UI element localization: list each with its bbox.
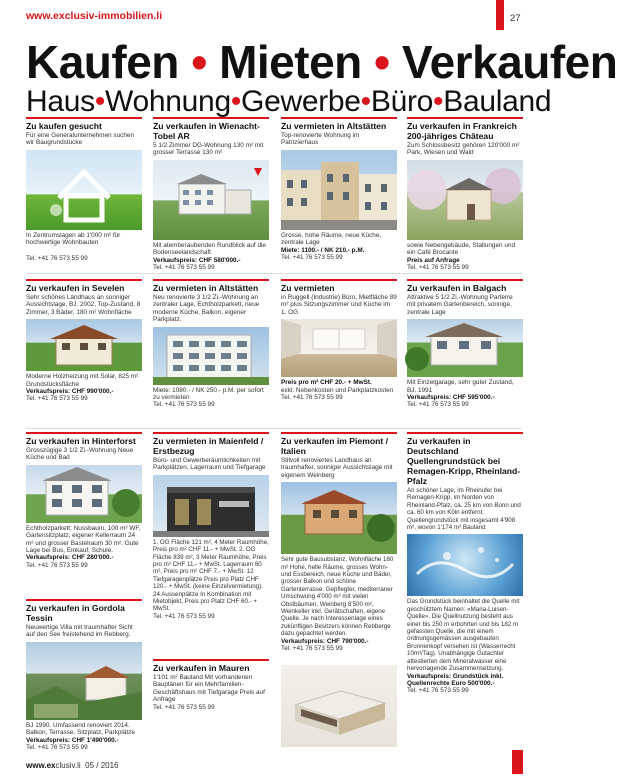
listing-title: Zu vermieten in Altstätten <box>281 117 397 131</box>
listing-phone[interactable]: Tel. +41 76 573 55 99 <box>26 744 88 752</box>
top-bar <box>0 0 550 30</box>
listing-info: sowie Nebengebäude, Stallungen und ein Café Brocante <box>407 241 516 257</box>
bottom-bar <box>0 750 550 778</box>
subline-word: Gewerbe <box>241 85 361 118</box>
subline-word: Bauland <box>443 85 552 118</box>
subline-separator: • <box>433 85 444 118</box>
old-town-photo <box>281 150 397 230</box>
listing-photo <box>26 465 142 523</box>
listing-photo <box>153 327 269 385</box>
headline-word-verkaufen: Verkaufen <box>401 36 617 88</box>
subline-word: Wohnung <box>105 85 231 118</box>
listing-card[interactable] <box>153 659 269 711</box>
listing-photo <box>281 319 397 377</box>
listing-title: Zu verkaufen in Balgach <box>407 279 523 293</box>
listing-photo <box>26 150 142 230</box>
listing-card[interactable] <box>407 117 523 271</box>
headline-word-mieten: Mieten <box>219 36 362 88</box>
footer-site-a: www.ex <box>26 761 56 770</box>
site-url[interactable]: www.exclusiv-immobilien.li <box>26 10 163 22</box>
country-house-photo <box>26 319 142 371</box>
listing-price: Verkaufspreis: CHF 280'000.- <box>26 554 114 562</box>
listing-info: BJ 1990. Umfassend renoviert 2014. Balkon, Terrasse, Sitzplatz, Parkplätze <box>26 721 135 737</box>
footer-site-b: clusiv.li <box>55 761 81 770</box>
page-number: 27 <box>510 13 521 24</box>
headline-separator: • <box>191 36 207 88</box>
subline-word: Haus <box>26 85 95 118</box>
listing-info: Das Grundstück beinhaltet die Quelle mit geschütztem Namen: «Maria-Luisen-Quelle». Die Quellnutzung besteht aus einer bis 250 m erbohrten und bis 182 m gefassten Quelle, die mit einem ordnungsgemässen ausgebauten Brunnenkopf versehen ist (Wasserrecht 10m³/Tag). Unabhängige Gutachter attestierten dem Mineralwasser eine hervorragende Zusammensetzung. <box>407 598 520 673</box>
listing-info: 1. OG Fläche 121 m², 4 Meter Raumhöhe, Preis pro m² CHF 11.- + MwSt. 2. OG Fläche 839 m², 3 Meter Raumhöhe, Preis pro m² CHF 11.- + MwSt. Lagerraum 60 m², Preis pro m² CHF 7.- + MwSt. 12 Tiefgaragenplätze Preis pro Platz CHF 120.- + MwSt. (keine Einzelvermietung). 24 Aussenplätze In Kombination mit Mietobjekt, Preis pro Platz CHF 60.- + MwSt. <box>153 538 269 613</box>
listing-card[interactable] <box>26 279 142 403</box>
listing-title: Zu vermieten in Maienfeld / Erstbezug <box>153 432 269 456</box>
listing-description: An schöner Lage, im Rheinufer bei Remagen-Kripp, im Norden von Rheinland-Pfalz, ca. 25 km von Bonn und ca. 60 km von Köln entfernt. Quellengrundstück mit insgesamt 4'908 m², wovon 1'174 m² Bauland <box>407 487 521 532</box>
building-model-photo <box>281 665 397 747</box>
listing-phone[interactable]: Tel. +41 76 573 55 99 <box>26 561 88 569</box>
listing-description: Neu renovierte 3 1/2 Zi.-Wohnung an zentraler Lage, Echtholzparkett, neue moderne Küche, Balkon, eigener Parkplatz. <box>153 294 260 324</box>
listing-title: Zu verkaufen in Hinterforst <box>26 432 142 446</box>
listing-phone[interactable]: Tel. +41 76 573 55 99 <box>26 254 88 262</box>
country-estate-photo <box>281 482 397 554</box>
listing-info: exkl. Nebenkosten und Parkplatzkosten <box>281 386 394 394</box>
red-accent-block <box>496 0 504 30</box>
subline <box>26 86 551 118</box>
listing-card[interactable] <box>153 432 269 620</box>
listing-description: Für eine Generalunternehmen suchen wir Baugrundstücke <box>26 132 134 147</box>
listing-card-image <box>281 662 397 747</box>
subline-separator: • <box>360 85 371 118</box>
footer <box>26 761 119 770</box>
house-outline-icon <box>26 150 142 230</box>
listing-info: In Zentrumslagen ab 1'000 m² für hochwertige Wohnbauten <box>26 231 121 247</box>
listing-phone[interactable]: Tel. +41 76 573 55 99 <box>26 395 88 403</box>
listing-title: Zu verkaufen in Sevelen <box>26 279 142 293</box>
listing-title: Zu verkaufen in Mauren <box>153 659 269 673</box>
listing-photo <box>281 150 397 230</box>
headline <box>26 38 617 86</box>
listing-description: 1'101 m² Bauland Mit vorhandenen Bauplänen für ein Mehrfamilien-Geschäftshaus mit Tiefgarage Preis auf Anfrage <box>153 674 265 704</box>
listing-title: Zu verkaufen in Gordola Tessin <box>26 599 142 623</box>
headline-separator: • <box>374 36 390 88</box>
listing-price: Preis auf Anfrage <box>407 256 460 264</box>
listing-phone[interactable]: Tel. +41 76 573 55 99 <box>407 264 469 272</box>
listing-card[interactable] <box>281 117 397 261</box>
residential-house-photo <box>407 319 523 377</box>
listing-description: Büro- und Gewerberäumlichkeiten mit Parkplätzen, Lagerraum und Tiefgarage <box>153 457 266 472</box>
listing-price: Verkaufspreis: CHF 790'000.- <box>281 637 369 645</box>
listing-photo <box>407 534 523 596</box>
listing-card[interactable] <box>26 117 142 262</box>
listing-description: 5 1/2 Zimmer DG-Wohnung 130 m² mit grosser Terrasse 130 m² <box>153 142 264 157</box>
listing-price: Verkaufspreis: CHF 595'000.- <box>407 394 495 402</box>
listing-title: Zu verkaufen in Deutschland Quellengrundstück bei Remagen-Kripp, Rheinland-Pfalz <box>407 432 523 486</box>
listing-photo <box>407 319 523 377</box>
subline-separator: • <box>230 85 242 118</box>
headline-word-kaufen: Kaufen <box>26 36 179 88</box>
listing-phone[interactable]: Tel. +41 76 573 55 99 <box>407 401 469 409</box>
listing-phone[interactable]: Tel. +41 76 573 55 99 <box>153 401 215 409</box>
listing-phone[interactable]: Tel. +41 76 573 55 99 <box>407 687 469 695</box>
listing-info: Miete: 1080.- / NK 250.- p.M. per sofort zu vermieten <box>153 386 264 402</box>
listing-title: Zu verkaufen in Frankreich 200-jähriges Château <box>407 117 523 141</box>
listing-description: Zum Schlossbesitz gehören 120'000 m² Park, Wiesen und Wald <box>407 142 520 157</box>
listing-info: Grosse, hohe Räume, neue Küche, zentrale Lage <box>281 231 382 247</box>
row-divider <box>26 273 522 274</box>
commercial-building-photo <box>153 475 269 537</box>
listing-phone[interactable]: Tel. +41 76 573 55 99 <box>281 254 343 262</box>
red-accent-block <box>512 750 523 774</box>
listing-info: Mit Einzelgarage, sehr guter Zustand, BJ. 1991 <box>407 379 514 394</box>
listing-description: Sehr schönes Landhaus an sonniger Aussichtslage, BJ. 2002, Top-Zustand, 8 Zimmer, 3 Bäder, 180 m² Wohnfläche <box>26 294 141 316</box>
listing-card[interactable] <box>281 279 397 401</box>
row-divider <box>26 428 522 429</box>
listing-price: Verkaufspreis: Grundstück inkl. Quellenrechte Euro 500'000.- <box>407 672 504 687</box>
listing-phone[interactable]: Tel. +41 76 573 55 99 <box>153 264 215 272</box>
chateau-photo <box>407 160 523 240</box>
house-photo <box>26 465 142 523</box>
listing-card[interactable] <box>407 279 523 409</box>
listing-price: Verkaufspreis: CHF 580'000.- <box>153 256 241 264</box>
listing-info: Mit atemberaubenden Rundblick auf die Bodenseelandschaft <box>153 241 266 257</box>
listing-phone[interactable]: Tel. +41 76 573 55 99 <box>281 645 343 653</box>
listing-photo <box>153 160 269 240</box>
listing-description: in Ruggell (Industrie) Büro, Mietfläche 89 m² plus Sitzungszimmer und Küche im 1. OG <box>281 294 397 316</box>
listing-phone[interactable]: Tel. +41 76 573 55 99 <box>281 394 343 402</box>
subline-separator: • <box>94 85 106 118</box>
apartment-building-photo <box>153 327 269 385</box>
listing-description: Top-renovierte Wohnung im Patrizierhaus <box>281 132 360 147</box>
building-photo <box>153 160 269 240</box>
listing-price: Miete: 1100.- / NK 210.- p.M. <box>281 246 365 254</box>
listing-photo <box>281 665 397 747</box>
listing-price: Preis pro m² CHF 20.- + MwSt. <box>281 379 372 387</box>
listing-description: Attraktive 5 1/2 Zi.-Wohnung Parterre mit privatem Gartenbereich, sonnige, zentrale Lage <box>407 294 513 316</box>
listing-info: Moderne Holzheizung mit Solar, 825 m² Grundstücksfläche <box>26 373 139 388</box>
listing-photo <box>281 482 397 554</box>
listing-title: Zu verkaufen im Piemont / Italien <box>281 432 397 456</box>
listing-photo <box>26 642 142 720</box>
listing-card[interactable] <box>153 117 269 271</box>
listing-photo <box>26 319 142 371</box>
listing-info: Echtholzparkett: Nussbaum, 100 m² WF, Gartensitzplatz, eigener Kellerraum 24 m² und grosser Bastelraum 30 m². Gute Lage bei Bus, Einkauf, Schule. <box>26 524 141 555</box>
listing-photo <box>407 160 523 240</box>
listing-title: Zu verkaufen in Wienacht-Tobel AR <box>153 117 269 141</box>
listing-card[interactable] <box>26 432 142 569</box>
listing-card[interactable] <box>153 279 269 409</box>
water-splash-photo <box>407 534 523 596</box>
listing-photo <box>153 475 269 537</box>
listing-title: Zu vermieten in Altstätten <box>153 279 269 293</box>
listing-price: Verkaufspreis: CHF 1'490'000.- <box>26 736 119 744</box>
listing-description: Stilvoll renoviertes Landhaus an traumhafter, sonniger Aussichtslage mit eigenem Weinberg <box>281 457 393 479</box>
villa-photo <box>26 642 142 720</box>
listing-card[interactable] <box>26 599 142 751</box>
issue-number: 05 / 2016 <box>85 761 119 770</box>
listing-info: Sehr gute Bausubstanz, Wohnfläche 180 m² Hohe, helle Räume, grosses Wohn- und Essbereich, neue Küche und Bäder, grosser Balkon und schöne Gartenterrasse. Gepflegter, mediterraner Umschwung 4'000 m² mit vielen Obstbäumen, Weinberg 8'500 m², Weinkeller inkl. Gerätschaften, eigene Quelle. Je nach Interessenlage eines zukünftigen Besitzers können Rebberge dazu gepachtet werden. <box>281 556 394 638</box>
listing-phone[interactable]: Tel. +41 76 573 55 99 <box>153 703 215 711</box>
listing-card[interactable] <box>281 432 397 653</box>
listing-description: Neuwertige Villa mit traumhafter Sicht auf den See freistehend im Rebberg. <box>26 624 133 639</box>
listing-price: Verkaufspreis: CHF 990'000.- <box>26 388 114 396</box>
listing-description: Grosszügige 3 1/2 Zi.-Wohnung Neue Küche und Bad <box>26 447 134 462</box>
listing-card[interactable] <box>407 432 523 695</box>
listing-title: Zu kaufen gesucht <box>26 117 142 131</box>
listing-title: Zu vermieten <box>281 279 397 293</box>
listing-phone[interactable]: Tel. +41 76 573 55 99 <box>153 612 215 620</box>
office-interior-photo <box>281 319 397 377</box>
subline-word: Büro <box>370 85 434 118</box>
